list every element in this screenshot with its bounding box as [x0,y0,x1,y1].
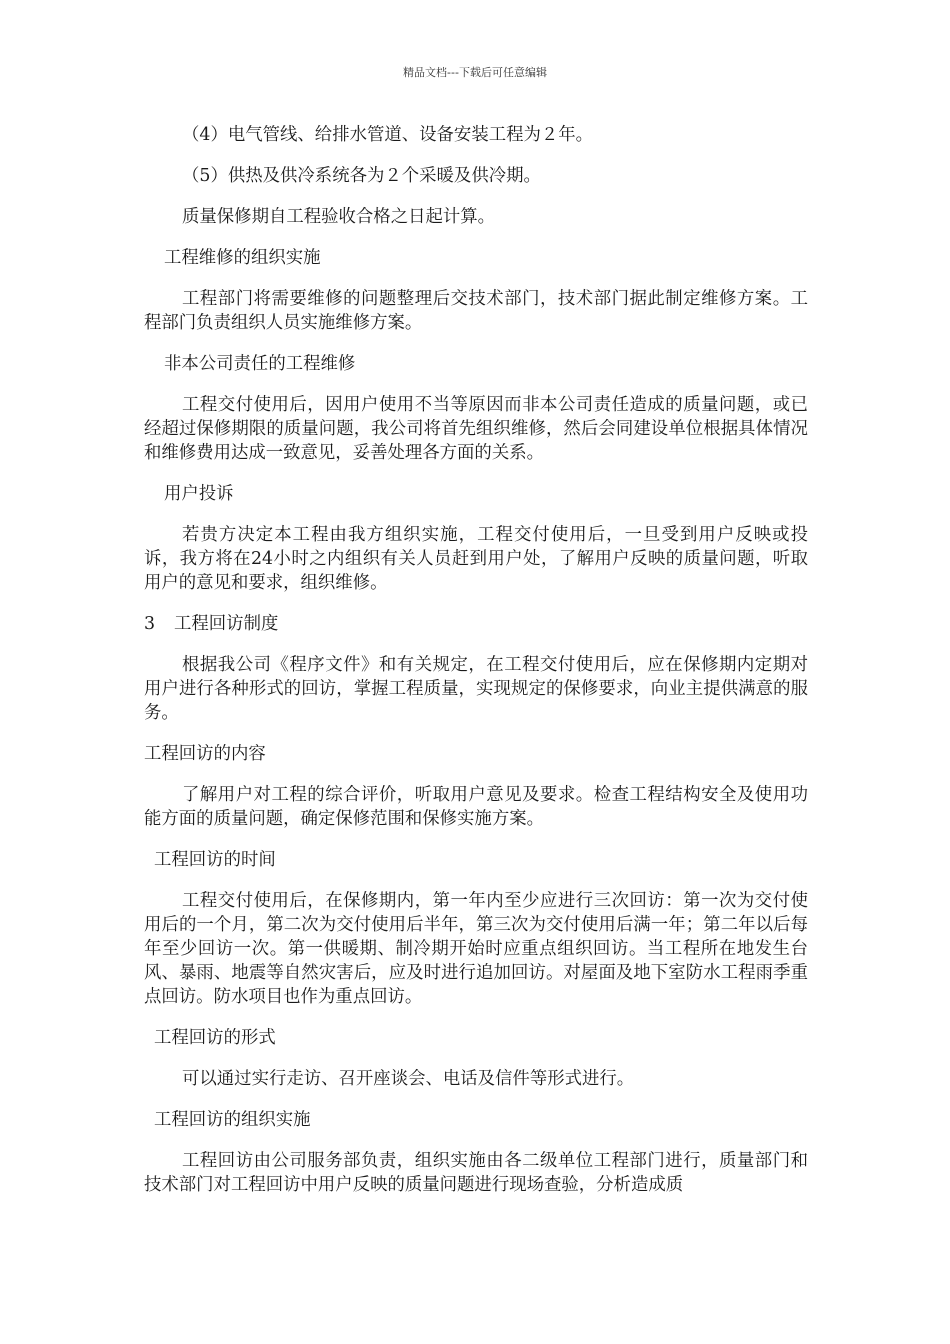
subheading: 工程维修的组织实施 [164,248,321,268]
paragraph: 可以通过实行走访、召开座谈会、电话及信件等形式进行。 [182,1069,635,1089]
section-heading [144,612,808,636]
subheading: 工程回访的形式 [154,1028,276,1048]
paragraph: 工程部门将需要维修的问题整理后交技术部门，技术部门据此制定维修方案。工程部门负责组织人员实施维修方案。 [144,289,808,333]
list-item: （5）供热及供冷系统各为２个采暖及供冷期。 [182,166,541,186]
subheading: 用户投诉 [164,484,234,504]
subheading: 工程回访的内容 [144,744,266,764]
subheading: 工程回访的组织实施 [154,1110,311,1130]
paragraph: 工程交付使用后，因用户使用不当等原因而非本公司责任造成的质量问题，或已经超过保修期限的质量问题，我公司将首先组织维修，然后会同建设单位根据具体情况和维修费用达成一致意见，妥善处理各方面的关系。 [144,395,808,463]
subheading: 非本公司责任的工程维修 [164,354,356,374]
section-title: 工程回访制度 [174,614,279,634]
paragraph: 若贵方决定本工程由我方组织实施，工程交付使用后，一旦受到用户反映或投诉，我方将在24小时之内组织有关人员赶到用户处，了解用户反映的质量问题，听取用户的意见和要求，组织维修。 [144,525,808,593]
paragraph: 了解用户对工程的综合评价，听取用户意见及要求。检查工程结构安全及使用功能方面的质量问题，确定保修范围和保修实施方案。 [144,785,808,829]
page-header: 精品文档---下载后可任意编辑 [403,66,547,79]
paragraph: 工程交付使用后，在保修期内，第一年内至少应进行三次回访：第一次为交付使用后的一个月，第二次为交付使用后半年，第三次为交付使用后满一年；第二年以后每年至少回访一次。第一供暖期、制冷期开始时应重点组织回访。当工程所在地发生台风、暴雨、地震等自然灾害后，应及时进行追加回访。对屋面及地下室防水工程雨季重点回访。防水项目也作为重点回访。 [144,891,808,1007]
paragraph: 质量保修期自工程验收合格之日起计算。 [182,207,496,227]
section-number: 3 [144,614,156,634]
list-item: （4）电气管线、给排水管道、设备安装工程为２年。 [182,125,594,145]
document-body [144,123,808,1214]
paragraph: 根据我公司《程序文件》和有关规定，在工程交付使用后，应在保修期内定期对用户进行各种形式的回访，掌握工程质量，实现规定的保修要求，向业主提供满意的服务。 [144,655,808,723]
paragraph: 工程回访由公司服务部负责，组织实施由各二级单位工程部门进行，质量部门和技术部门对工程回访中用户反映的质量问题进行现场查验，分析造成质 [144,1151,808,1195]
subheading: 工程回访的时间 [154,850,276,870]
